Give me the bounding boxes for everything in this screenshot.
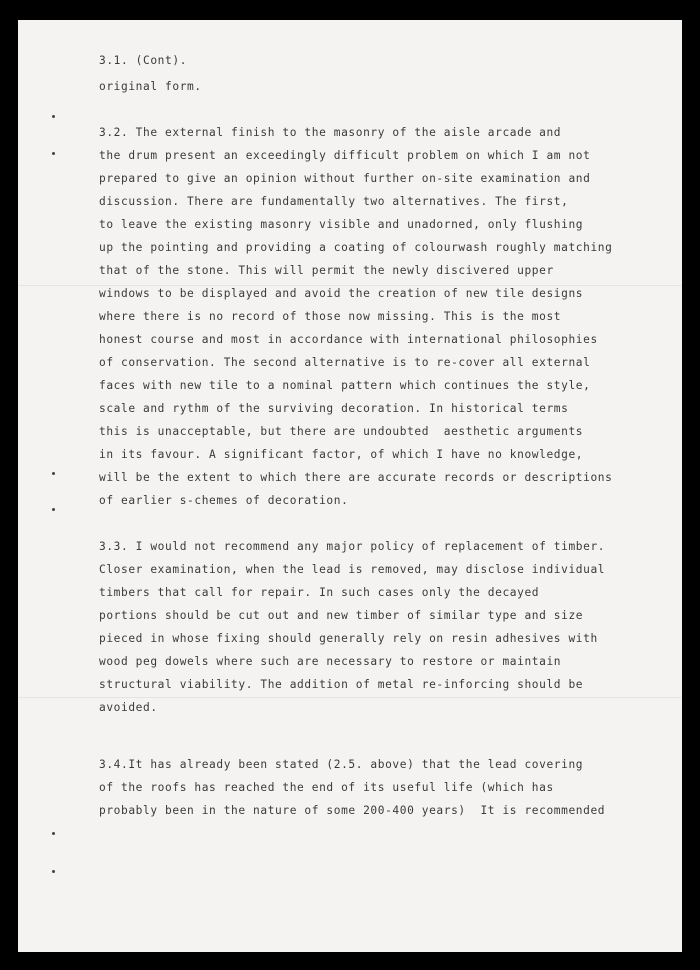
text-line: 3.3. I would not recommend any major policy of replacement of timber. — [99, 540, 606, 553]
text-line: timbers that call for repair. In such cases only the decayed — [99, 586, 540, 599]
text-line: windows to be displayed and avoid the creation of new tile designs — [99, 287, 584, 300]
text-line: probably been in the nature of some 200-400 years) It is recommended — [99, 804, 606, 817]
text-line: wood peg dowels where such are necessary to restore or maintain — [99, 655, 562, 668]
text-line: faces with new tile to a nominal pattern which continues the style, — [99, 379, 591, 392]
text-line: of conservation. The second alternative is to re-cover all external — [99, 356, 591, 369]
document-page — [18, 20, 682, 952]
text-line: discussion. There are fundamentally two alternatives. The first, — [99, 195, 569, 208]
margin-mark — [52, 832, 55, 835]
fold-line — [18, 697, 682, 698]
text-line: Closer examination, when the lead is removed, may disclose individual — [99, 563, 606, 576]
text-line: of earlier s-chemes of decoration. — [99, 494, 349, 507]
margin-mark — [52, 472, 55, 475]
text-line: this is unacceptable, but there are undoubted aesthetic arguments — [99, 425, 584, 438]
margin-mark — [52, 115, 55, 118]
text-line: 3.4.It has already been stated (2.5. above) that the lead covering — [99, 758, 584, 771]
text-line: pieced in whose fixing should generally rely on resin adhesives with — [99, 632, 598, 645]
text-line: avoided. — [99, 701, 158, 714]
text-line: portions should be cut out and new timber of similar type and size — [99, 609, 584, 622]
margin-mark — [52, 152, 55, 155]
text-line: to leave the existing masonry visible and unadorned, only flushing — [99, 218, 584, 231]
text-line: 3.2. The external finish to the masonry of the aisle arcade and — [99, 126, 562, 139]
text-line: in its favour. A significant factor, of which I have no knowledge, — [99, 448, 584, 461]
text-line: will be the extent to which there are accurate records or descriptions — [99, 471, 613, 484]
text-line: structural viability. The addition of metal re-inforcing should be — [99, 678, 584, 691]
margin-mark — [52, 508, 55, 511]
text-line: honest course and most in accordance with international philosophies — [99, 333, 598, 346]
margin-mark — [52, 870, 55, 873]
text-line: prepared to give an opinion without further on-site examination and — [99, 172, 591, 185]
section-heading: 3.1. (Cont). — [99, 54, 188, 67]
text-line: original form. — [99, 80, 202, 93]
text-line: of the roofs has reached the end of its useful life (which has — [99, 781, 554, 794]
text-line: scale and rythm of the surviving decoration. In historical terms — [99, 402, 569, 415]
text-line: up the pointing and providing a coating of colourwash roughly matching — [99, 241, 613, 254]
text-line: the drum present an exceedingly difficult problem on which I am not — [99, 149, 591, 162]
text-line: where there is no record of those now missing. This is the most — [99, 310, 562, 323]
fold-line — [18, 285, 682, 286]
text-line: that of the stone. This will permit the newly discivered upper — [99, 264, 554, 277]
